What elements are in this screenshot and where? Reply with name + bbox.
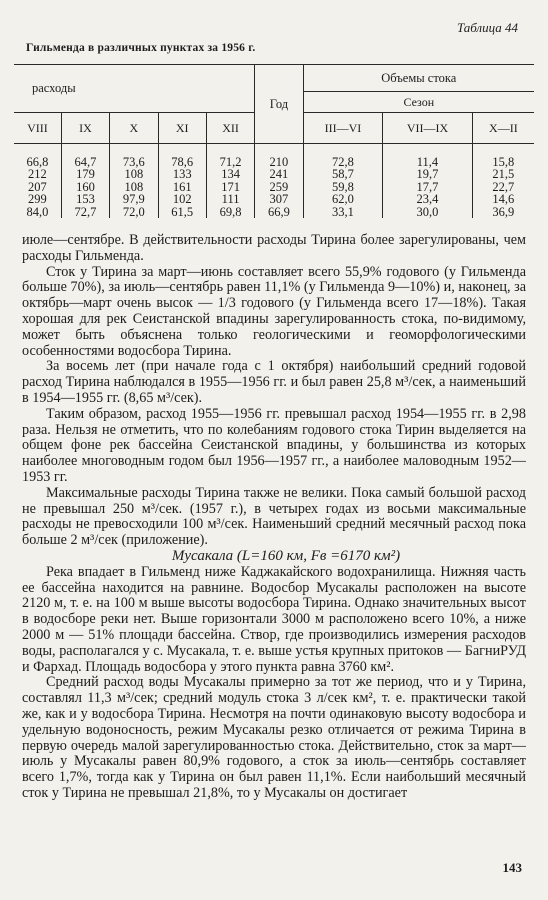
table-cell: 299 xyxy=(28,192,47,207)
header-month: VIII xyxy=(27,120,48,135)
table-cell: 102 xyxy=(158,193,206,205)
table-cell: 21,5 xyxy=(472,168,534,180)
table-cell: 17,7 xyxy=(383,181,473,193)
header-season-col: VII—IX xyxy=(383,113,473,144)
table-number-label: Таблица 44 xyxy=(456,20,518,35)
table-cell: 71,2 xyxy=(206,144,254,169)
table-cell: 153 xyxy=(61,193,109,205)
header-discharge-group: расходы xyxy=(14,65,255,113)
table-cell: 14,6 xyxy=(472,193,534,205)
table-cell: 66,9 xyxy=(255,206,303,218)
table-cell: 30,0 xyxy=(383,206,473,218)
table-cell: 134 xyxy=(206,168,254,180)
paragraph: июле—сентябре. В действительности расходы Тирина более зарегулированы, чем расходы Гильменда. xyxy=(22,232,526,264)
table-cell: 160 xyxy=(61,181,109,193)
header-month: X xyxy=(110,113,158,144)
header-season-col: X—II xyxy=(472,113,534,144)
table-cell: 171 xyxy=(206,181,254,193)
table-cell: 23,4 xyxy=(383,193,473,205)
table-cell: 307 xyxy=(255,193,303,205)
body-text xyxy=(22,233,526,802)
table-cell: 108 xyxy=(110,168,158,180)
header-season-col: III—VI xyxy=(303,113,383,144)
section-title: Мусакала (L=160 км, Fв =6170 км²) xyxy=(171,547,401,564)
table-cell: 58,7 xyxy=(303,168,383,180)
table-row xyxy=(14,168,534,180)
header-volumes-group: Объемы стока xyxy=(303,65,534,92)
table-cell: 73,6 xyxy=(110,144,158,169)
page-number: 143 xyxy=(502,860,522,875)
table-cell: 69,8 xyxy=(206,206,254,218)
paragraph: Максимальные расходы Тирина также не велики. Пока самый большой расход не превышал 250 м³/сек. (1957 г.), в четырех годах из восьми максимальные расходы не превосходили 100 м³/сек. Наименьший средний месячный расход пока больше 2 м³/сек (приложение). xyxy=(22,484,526,549)
paragraph: Река впадает в Гильменд ниже Каджакайского водохранилища. Нижняя часть ее бассейна находится на равнине. Водосбор Мусакалы расположен на высоте 2120 м, т. е. на 100 м выше высоты водосбора Тирина. Однако значительных высот в водосборе реки нет. Выше горизонтали 3000 м расположено всего 10%, а ниже 2000 м — 51% площади бассейна. Створ, где производились измерения расходов воды, располагался у с. Мусакала, т. е. выше устья крупных притоков — БагниРУД и Фархад. Площадь водосбора у этого пункта равна 3760 км². xyxy=(22,563,526,675)
table-cell: 259 xyxy=(255,181,303,193)
paragraph: Сток у Тирина за март—июнь составляет всего 55,9% годового (у Гильменда больше 70%), за июль—сентябрь равен 11,1% (у Гильменда 9—10%) и, наконец, за октябрь—март очень высок — 1/3 годового (у Гильменда всего 17—18%). Такая хорошая для рек Сеистанской впадины зарегулированность стока, по-видимому, может быть объяснена только геологическими и геоморфологическими особенностями водосбора Тирина. xyxy=(22,263,526,359)
table-cell: 72,7 xyxy=(61,206,109,218)
table-header-row-1 xyxy=(14,65,534,92)
table-caption: Гильменда в различных пунктах за 1956 г. xyxy=(26,42,256,54)
table-cell: 15,8 xyxy=(472,144,534,169)
header-month: IX xyxy=(61,113,109,144)
paragraph: Таким образом, расход 1955—1956 гг. превышал расход 1954—1955 гг. в 2,98 раза. Нельзя не отметить, что по колебаниям годового стока Тирин выделяется на общем фоне рек бассейна Сеистанской впадины, у большинства из которых наиболее многоводным годом был 1956—1957 гг., а наиболее маловодным 1952—1953 гг. xyxy=(22,405,526,485)
table-cell: 19,7 xyxy=(383,168,473,180)
header-season: Сезон xyxy=(303,92,534,113)
table-cell: 22,7 xyxy=(472,181,534,193)
table-cell: 61,5 xyxy=(158,206,206,218)
table-cell: 111 xyxy=(206,193,254,205)
table-cell: 59,8 xyxy=(303,181,383,193)
table-cell: 161 xyxy=(158,181,206,193)
table-cell: 241 xyxy=(255,168,303,180)
header-month: XI xyxy=(158,113,206,144)
table-cell: 84,0 xyxy=(26,204,49,219)
table-cell: 72,0 xyxy=(110,206,158,218)
table-cell: 133 xyxy=(158,168,206,180)
table-row xyxy=(14,144,534,169)
table-cell: 36,9 xyxy=(472,206,534,218)
table-cell: 212 xyxy=(28,167,47,182)
table-cell: 207 xyxy=(28,179,47,194)
header-year: Год xyxy=(255,65,303,144)
table-row xyxy=(14,206,534,218)
table-cell: 66,8 xyxy=(26,155,49,169)
discharge-table xyxy=(14,64,534,218)
table-cell: 64,7 xyxy=(61,144,109,169)
table-cell: 11,4 xyxy=(383,144,473,169)
table-row xyxy=(14,193,534,205)
paragraph: За восемь лет (при начале года с 1 октября) наибольший средний годовой расход Тирина наблюдался в 1955—1956 гг. и был равен 25,8 м³/сек, а наименьший в 1954—1955 гг. (8,65 м³/сек). xyxy=(22,358,526,406)
table-cell: 108 xyxy=(110,181,158,193)
header-month: XII xyxy=(206,113,254,144)
table-cell: 62,0 xyxy=(303,193,383,205)
table-cell: 72,8 xyxy=(303,144,383,169)
table-cell: 179 xyxy=(61,168,109,180)
table-cell: 210 xyxy=(255,144,303,169)
paragraph: Средний расход воды Мусакалы примерно за тот же период, что и у Тирина, составлял 11,3 м³/сек; средний модуль стока 3 л/сек км², т. е. практически такой же, как и у водосбора Тирина. Несмотря на почти одинаковую высоту водосбора и удельную водоносность, режим Мусакалы резко отличается от режима Тирина в первую очередь малой зарегулированностью стока. Действительно, сток за март—июль у Мусакалы равен 80,9% годового, а сток за июль—сентябрь составляет всего 1,7%, тогда как у Тирина он был равен 11,1%. Если наибольший месячный сток у Тирина не превышал 21,8%, то у Мусакалы он достигает xyxy=(22,674,526,801)
table-cell: 97,9 xyxy=(110,193,158,205)
table-cell: 33,1 xyxy=(303,206,383,218)
page-header xyxy=(0,20,548,54)
table-cell: 78,6 xyxy=(158,144,206,169)
